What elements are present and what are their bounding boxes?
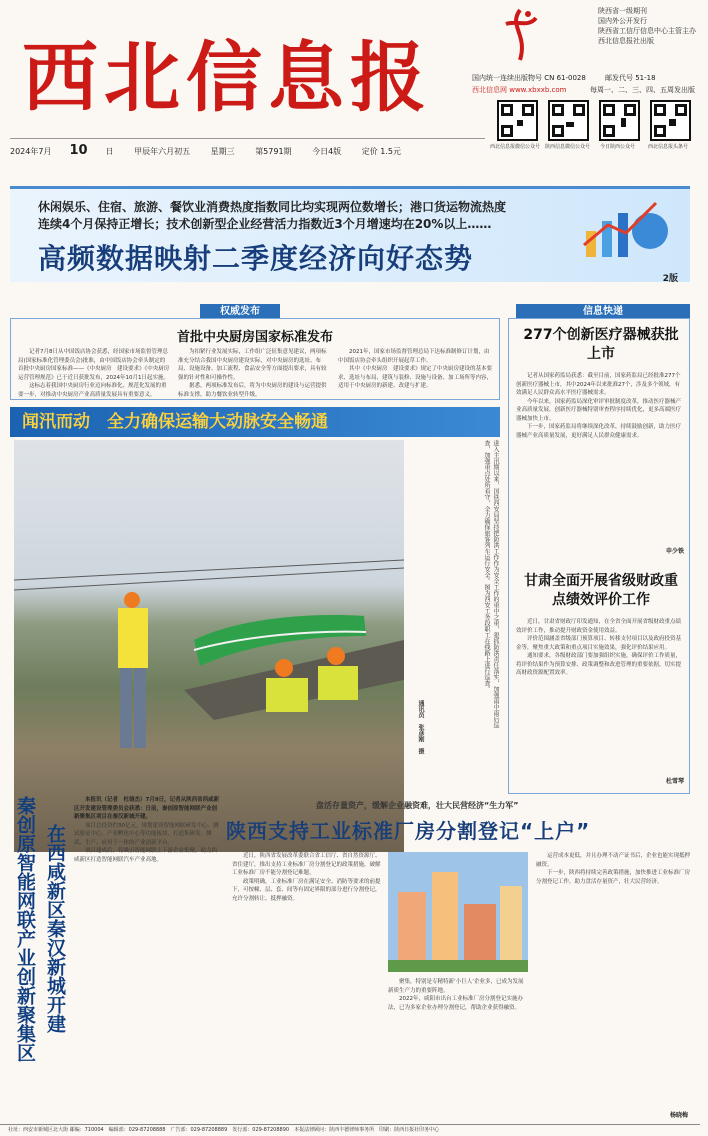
meta-line: 陕西省工信厅信息中心主管主办 <box>598 27 696 35</box>
paragraph: 通知要求，各级财政部门要加强组织实施，确保评价工作质量，将评价结果作为预算安排、政策调整和改进管理的重要依据，切实提高财政资源配置效率。 <box>516 653 682 676</box>
paragraph: 今年以来，国家药监局深化审评审批制度改革，推动医疗器械产业高质量发展。创新医疗器械特别审查程序持续优化，更多高端医疗器械加快上市。 <box>516 398 682 422</box>
brief-body-1 <box>516 372 684 522</box>
paragraph: 项目建成后，将吸引智能网联上下游企业集聚，助力西咸新区打造智能网联汽车产业高地。 <box>74 848 218 863</box>
meta-line: 西北信息报社出版 <box>598 37 654 45</box>
masthead-title: 西北信息报 <box>22 33 432 122</box>
section-tag-authority: 权威发布 <box>200 304 280 319</box>
paragraph: 聚集，特别是专精特新‘小巨人’企业多，已成为发展新质生产力的重要阵地。 <box>388 979 524 994</box>
economy-illustration-icon <box>578 195 674 267</box>
byline: 杨晓梅 <box>669 1112 688 1119</box>
brief-headline-1[interactable]: 277个创新医疗器械获批上市 <box>523 327 679 362</box>
lunar-date: 甲辰年六月初五 <box>134 147 191 156</box>
paragraph: 2022年，咸阳市出台工业标准厂房分割登记实施办法，已为多家企业办理分割登记，帮助企业获得融资。 <box>388 996 523 1011</box>
newspaper-logo-icon <box>498 6 542 64</box>
story-vertical-headline-1[interactable]: 秦创原智能网联产业创新聚集区 <box>14 796 36 1062</box>
qr-code-icon[interactable] <box>599 100 640 141</box>
article-col-3 <box>536 852 690 1106</box>
date-year-month: 2024年7月 <box>10 147 52 156</box>
article-col-1 <box>232 852 382 1118</box>
paragraph: 近日，甘肃省财政厅印发通知，在全省全面开展省级财政重点绩效评价工作，推动提升财政资金使用效益。 <box>516 619 682 634</box>
banner-subheading <box>38 199 598 233</box>
meta-line: 国内外公开发行 <box>598 17 647 25</box>
factory-building-illustration-icon <box>388 852 528 972</box>
paragraph: 为扣紧行业发展实际，工作组广泛征集意见建议，两项标准充分结合我国中央厨房建设实际，对中央厨房的选址、布局、设施设备、加工流程、食品安全等方面提出要求，具有较强的针对性和可操作性。 <box>178 349 327 381</box>
date-day-label: 日 <box>105 147 114 156</box>
photo-caption: 进入主汛期以来，国铁西安局坚持把防洪工作作为安全工作的重中之重，狠抓防洪责任落实，加强雨中雨后巡查，加强重点处所看守，全力确保旅客列车运行安全。图为西安工务段职工在线路上进行巡查。 <box>483 440 499 728</box>
brief-body-2 <box>516 618 684 768</box>
paragraph: 下一步，国家药监局将继续深化改革，持续鼓励创新，助力医疗器械产业高质量发展，更好满足人民群众健康需求。 <box>516 424 682 439</box>
footer-imprint: 社址：西安市新城区北大街 邮编：710004 编辑部：029-87208888 广告部：029-87208889 发行部：029-87208890 本报法律顾问：陕西丰德律师事务所 印刷：陕西日报社印务中心 <box>0 1124 700 1136</box>
authority-col-2 <box>178 348 330 396</box>
byline: 杜雪琴 <box>665 778 684 785</box>
page-reference[interactable]: 2版 <box>662 274 678 284</box>
issn-number: 国内统一连续出版物号 CN 61-0028 <box>472 74 586 82</box>
paragraph: 其中《中央厨房 建设要求》规定了中央厨房建设的基本要求、选址与布局、建筑与装修、设施与设备、加工场所等内容，适用于中央厨房的新建、改建与扩建。 <box>338 366 493 389</box>
section-tag-news-brief: 信息快递 <box>516 304 690 319</box>
price: 定价 1.5元 <box>361 147 401 156</box>
page-count: 今日4版 <box>312 147 342 156</box>
brief-headline-2[interactable]: 甘肃全面开展省级财政重点绩效评价工作 <box>524 573 678 608</box>
paragraph: 项目总投资约30亿元，规划建设智能网联研发中心、测试验证中心、产业孵化中心等功能板块，打造集研发、测试、生产、应用于一体的产业创新平台。 <box>74 822 219 846</box>
masthead-meta <box>598 6 696 46</box>
article-col-2 <box>388 978 528 1118</box>
paragraph: 记者7月8日从中国饭店协会获悉，经国家市场监督管理总局(国家标准化管理委员会)批准，由中国饭店协会牵头制定的首批中央厨房国家标准——《中央厨房 建设要求》《中央厨房 运营管理规范》已于近日获批发布，2024年10月1日起实施。 <box>18 349 175 381</box>
post-code: 邮发代号 51-18 <box>605 74 656 82</box>
paragraph: 评价范围涵盖省级部门预算项目、转移支付项目以及政府投资基金等，聚焦重大政策和重点项目实施效果，强化评价结果应用。 <box>516 636 682 651</box>
flood-section-title[interactable]: 闻汛而动 全力确保运输大动脉安全畅通 <box>10 407 500 437</box>
qr-code-icon[interactable] <box>650 100 691 141</box>
paragraph: 政策明确，工业标准厂房在满足安全、消防等要求的前提下，可按幢、层、套、间等有固定界限的部分进行分割登记，允许分割转让、抵押融资。 <box>232 878 381 902</box>
railway-photo <box>14 440 404 852</box>
paragraph: 据悉，两项标准发布后，将为中央厨房的建设与运营提供标准支撑，助力餐饮业转型升级。 <box>178 383 327 398</box>
qr-code-icon[interactable] <box>548 100 589 141</box>
qr-code-icon[interactable] <box>497 100 538 141</box>
weekday: 星期三 <box>210 147 235 156</box>
paragraph: 本报讯（记者 杜镜杰）7月9日，记者从陕西省西咸新区开发建设管理委员会获悉：日前，秦创原智能网联产业创新聚集区项目在秦汉新城开建。 <box>74 797 220 820</box>
byline: 申少铁 <box>665 548 684 555</box>
story-body <box>74 796 222 1118</box>
meta-line: 陕西省一级期刊 <box>598 7 647 15</box>
dateline <box>10 138 485 158</box>
paragraph: 运营成本更低，并且办理不动产证书后，企业也能实现抵押融资。 <box>536 853 691 868</box>
story-vertical-headline-2[interactable]: 在西咸新区秦汉新城开建 <box>44 824 66 1033</box>
qr-caption: 西北信息报头条号 <box>648 144 689 150</box>
qr-caption: 西北信息报微信公众号 <box>490 144 541 150</box>
paragraph: 2021年，国家市场监督管理总局下达标准制修订计划，由中国饭店协会牵头组织开展起草工作。 <box>338 349 490 364</box>
schedule: 每周一、二、三、四、五周发出版 <box>590 86 695 94</box>
issue-number: 第5791期 <box>255 147 292 156</box>
paragraph: 近日，陕西省发展改革委联合省工信厅、省自然资源厅、省住建厅，推出支持工业标准厂房分割登记的政策措施，破解工业标准厂房不能分割登记难题。 <box>232 853 381 876</box>
authority-col-3 <box>338 348 494 396</box>
paragraph: 这标志着我国中央厨房行业迈向标准化、规范化发展的重要一步，对推动中央厨房产业高质量发展具有重要意义。 <box>18 383 167 398</box>
train-scene-icon <box>14 440 404 852</box>
banner-sub-line: 连续4个月保持正增长；技术创新型企业经营活力指数近3个月增速均在20%以上…… <box>38 217 492 231</box>
banner-headline[interactable]: 高频数据映射二季度经济向好态势 <box>38 242 474 275</box>
photo-credit: 通讯员 张彦刚 摄 <box>417 700 424 754</box>
banner-sub-line: 休闲娱乐、住宿、旅游、餐饮业消费热度指数同比均实现两位数增长；港口货运物流热度 <box>38 200 507 214</box>
qr-caption: 陕西信息微信公众号 <box>545 144 591 150</box>
paragraph: 记者从国家药监局获悉：截至目前，国家药监局已经批准277个创新医疗器械上市，其中2024年以来批准27个，涉及多个领域，有效满足人民群众高水平医疗器械需求。 <box>516 373 681 396</box>
paragraph: 下一步，陕西将持续完善政策措施，加快推进工业标准厂房分割登记工作，助力盘活存量资产，壮大民营经济。 <box>536 870 691 885</box>
article-headline[interactable]: 陕西支持工业标准厂房分割登记“上户” <box>226 819 591 843</box>
website[interactable]: 西北信息网 www.xbxxb.com <box>472 86 567 94</box>
lead-banner[interactable] <box>10 186 690 282</box>
article-kicker: 盘活存量资产，缓解企业融资难，壮大民营经济“生力军” <box>316 801 519 810</box>
qr-caption: 今日陕西公众号 <box>600 144 636 150</box>
authority-col-1 <box>18 348 175 398</box>
authority-headline[interactable]: 首批中央厨房国家标准发布 <box>176 330 333 345</box>
date-day: 10 <box>69 143 88 158</box>
